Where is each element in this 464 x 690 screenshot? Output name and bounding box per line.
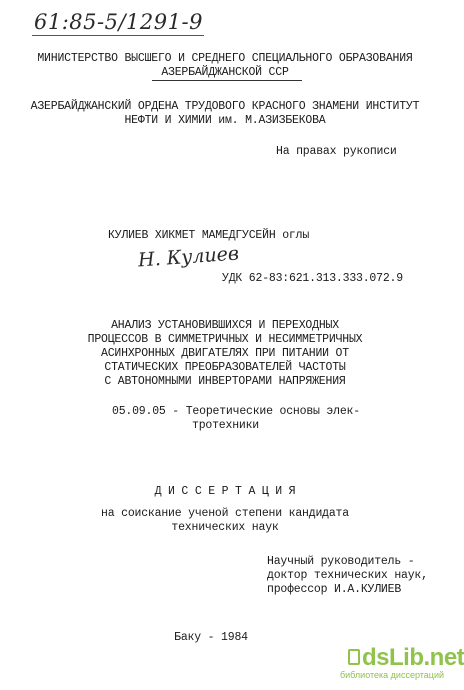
author-signature: Н. Кулиев — [137, 242, 240, 272]
supervisor-line-2: доктор технических наук, — [267, 569, 428, 582]
institute-line-1: АЗЕРБАЙДЖАНСКИЙ ОРДЕНА ТРУДОВОГО КРАСНОГО ЗНАМЕНИ ИНСТИТУТ — [30, 100, 420, 113]
archive-code: 61:85-5/1291-9 — [34, 10, 203, 34]
ministry-line-1: МИНИСТЕРСТВО ВЫСШЕГО И СРЕДНЕГО СПЕЦИАЛЬНОГО ОБРАЗОВАНИЯ — [37, 52, 413, 65]
dissertation-line-2: технических наук — [171, 521, 279, 534]
supervisor-line-1: Научный руководитель - — [267, 555, 415, 568]
dissertation-heading: Д И С С Е Р Т А Ц И Я — [154, 485, 296, 498]
title-line-4: СТАТИЧЕСКИХ ПРЕОБРАЗОВАТЕЛЕЙ ЧАСТОТЫ — [104, 361, 346, 374]
author-name: КУЛИЕВ ХИКМЕТ МАМЕДГУСЕЙН оглы — [108, 229, 310, 242]
specialty-line-1: 05.09.05 - Теоретические основы элек- — [112, 405, 360, 418]
manuscript-rights: На правах рукописи — [276, 145, 397, 158]
dissertation-line-1: на соискание ученой степени кандидата — [101, 507, 349, 520]
book-icon — [348, 649, 360, 665]
institute-line-2: НЕФТИ И ХИМИИ им. М.АЗИЗБЕКОВА — [124, 114, 326, 127]
udk-code: УДК 62-83:621.313.333.072.9 — [222, 272, 403, 285]
watermark-site: dsLib.net — [362, 644, 464, 671]
watermark — [339, 644, 464, 684]
specialty-line-2: тротехники — [192, 419, 260, 432]
archive-code-underline — [32, 35, 204, 36]
place-year: Баку - 1984 — [174, 631, 248, 644]
ministry-underline — [152, 80, 302, 81]
title-line-3: АСИНХРОННЫХ ДВИГАТЕЛЯХ ПРИ ПИТАНИИ ОТ — [101, 347, 349, 360]
watermark-caption: библиотека диссертаций — [339, 670, 444, 680]
title-line-5: С АВТОНОМНЫМИ ИНВЕРТОРАМИ НАПРЯЖЕНИЯ — [104, 375, 346, 388]
title-line-2: ПРОЦЕССОВ В СИММЕТРИЧНЫХ И НЕСИММЕТРИЧНЫХ — [87, 333, 363, 346]
supervisor-line-3: профессор И.А.КУЛИЕВ — [267, 583, 402, 596]
ministry-line-2: АЗЕРБАЙДЖАНСКОЙ ССР — [161, 66, 289, 79]
title-line-1: АНАЛИЗ УСТАНОВИВШИХСЯ И ПЕРЕХОДНЫХ — [111, 319, 339, 332]
